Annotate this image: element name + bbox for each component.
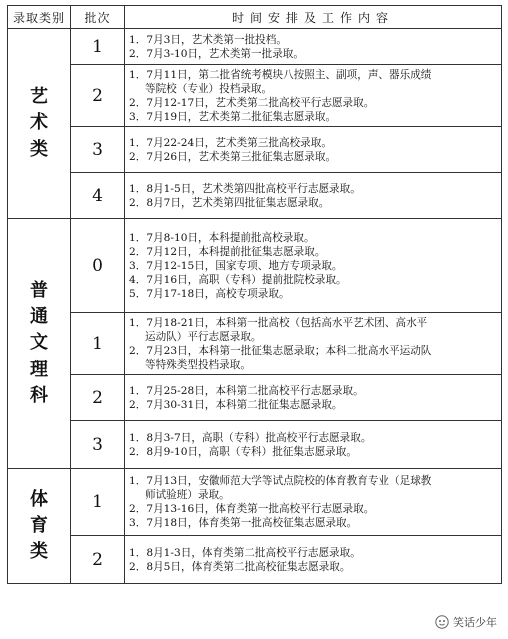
- table-row: [8, 29, 502, 65]
- schedule-item: 2．7月3-10日，艺术类第一批录取。: [129, 47, 304, 60]
- batch-cell: 1: [71, 313, 125, 375]
- schedule-item: 3．7月12-15日，国家专项、地方专项录取。: [129, 259, 343, 272]
- schedule-item-continuation: 等院校（专业）投档录取。: [145, 82, 273, 95]
- schedule-item: 1．8月1-5日，艺术类第四批高校平行志愿录取。: [129, 182, 361, 195]
- table-row: [8, 375, 502, 421]
- schedule-cell: [125, 421, 502, 469]
- schedule-item: 2．7月12-17日，艺术类第二批高校平行志愿录取。: [129, 96, 375, 109]
- schedule-item: 5．7月17-18日，高校专项录取。: [129, 287, 290, 300]
- schedule-item: 2．7月12日，本科提前批征集志愿录取。: [129, 245, 326, 258]
- schedule-item: 1．7月13日，安徽师范大学等试点院校的体育教育专业（足球教: [129, 475, 432, 487]
- category-cell: 体 育 类: [8, 469, 71, 584]
- schedule-cell: [125, 313, 502, 375]
- schedule-item: 3．7月18日，体育类第一批高校征集志愿录取。: [129, 517, 358, 529]
- schedule-item: 1．8月1-3日，体育类第二批高校平行志愿录取。: [129, 546, 361, 559]
- table-row: [8, 173, 502, 219]
- batch-cell: 1: [71, 469, 125, 536]
- schedule-cell: [125, 219, 502, 313]
- header-schedule: 时间安排及工作内容: [125, 6, 502, 29]
- batch-cell: 2: [71, 65, 125, 127]
- table-row: [8, 536, 502, 584]
- header-batch: 批次: [71, 6, 125, 29]
- schedule-item: 2．8月9-10日，高职（专科）批征集志愿录取。: [129, 445, 357, 458]
- admission-schedule-table: [7, 5, 502, 584]
- schedule-item-continuation: 运动队）平行志愿录取。: [145, 330, 262, 343]
- schedule-item: 1．8月3-7日，高职（专科）批高校平行志愿录取。: [129, 431, 372, 444]
- batch-cell: 4: [71, 173, 125, 219]
- schedule-item: 3．7月19日，艺术类第二批征集志愿录取。: [129, 110, 337, 123]
- schedule-cell: [125, 469, 502, 536]
- table-row: [8, 65, 502, 127]
- batch-cell: 2: [71, 536, 125, 584]
- table-row: [8, 313, 502, 375]
- batch-cell: 2: [71, 375, 125, 421]
- table-row: [8, 421, 502, 469]
- schedule-item: 1．7月3日，艺术类第一批投档。: [129, 33, 287, 46]
- category-cell: 普 通 文 理 科: [8, 219, 71, 469]
- schedule-cell: [125, 29, 502, 65]
- batch-cell: 1: [71, 29, 125, 65]
- schedule-item: 1．7月25-28日，本科第二批高校平行志愿录取。: [129, 384, 364, 397]
- schedule-item: 4．7月16日，高职（专科）提前批院校录取。: [129, 273, 347, 286]
- schedule-item: 1．7月8-10日，本科提前批高校录取。: [129, 231, 315, 244]
- schedule-item: 1．7月18-21日，本科第一批高校（包括高水平艺术团、高水平: [129, 316, 428, 329]
- batch-cell: 0: [71, 219, 125, 313]
- table-body: [8, 29, 502, 584]
- schedule-item: 1．7月22-24日，艺术类第三批高校录取。: [129, 136, 332, 149]
- table-row: [8, 219, 502, 313]
- table-header-row: [8, 6, 502, 29]
- schedule-cell: [125, 127, 502, 173]
- watermark-text: 笑话少年: [453, 616, 497, 629]
- table-row: [8, 469, 502, 536]
- schedule-item: 2．7月13-16日，体育类第一批高校平行志愿录取。: [129, 503, 375, 515]
- category-cell: 艺 术 类: [8, 29, 71, 219]
- batch-cell: 3: [71, 421, 125, 469]
- wechat-icon: [435, 615, 449, 629]
- schedule-item: 2．7月26日，艺术类第三批征集志愿录取。: [129, 150, 337, 163]
- schedule-item: 2．8月5日，体育类第二批高校征集志愿录取。: [129, 560, 351, 573]
- schedule-item: 1．7月11日，第二批省统考模块八按照主、副项，声、器乐成绩: [129, 68, 432, 81]
- schedule-item-continuation: 等特殊类型投档录取。: [145, 358, 251, 371]
- schedule-item: 2．8月7日，艺术类第四批征集志愿录取。: [129, 196, 330, 209]
- watermark: [432, 613, 500, 631]
- schedule-cell: [125, 536, 502, 584]
- batch-cell: 3: [71, 127, 125, 173]
- schedule-item: 2．7月30-31日，本科第二批征集志愿录取。: [129, 398, 343, 411]
- schedule-item: 2．7月23日，本科第一批征集志愿录取；本科二批高水平运动队: [129, 344, 432, 357]
- schedule-item-continuation: 师试验班）录取。: [145, 489, 230, 501]
- table-row: [8, 127, 502, 173]
- schedule-cell: [125, 65, 502, 127]
- header-category: 录取类别: [8, 6, 71, 29]
- schedule-cell: [125, 375, 502, 421]
- schedule-cell: [125, 173, 502, 219]
